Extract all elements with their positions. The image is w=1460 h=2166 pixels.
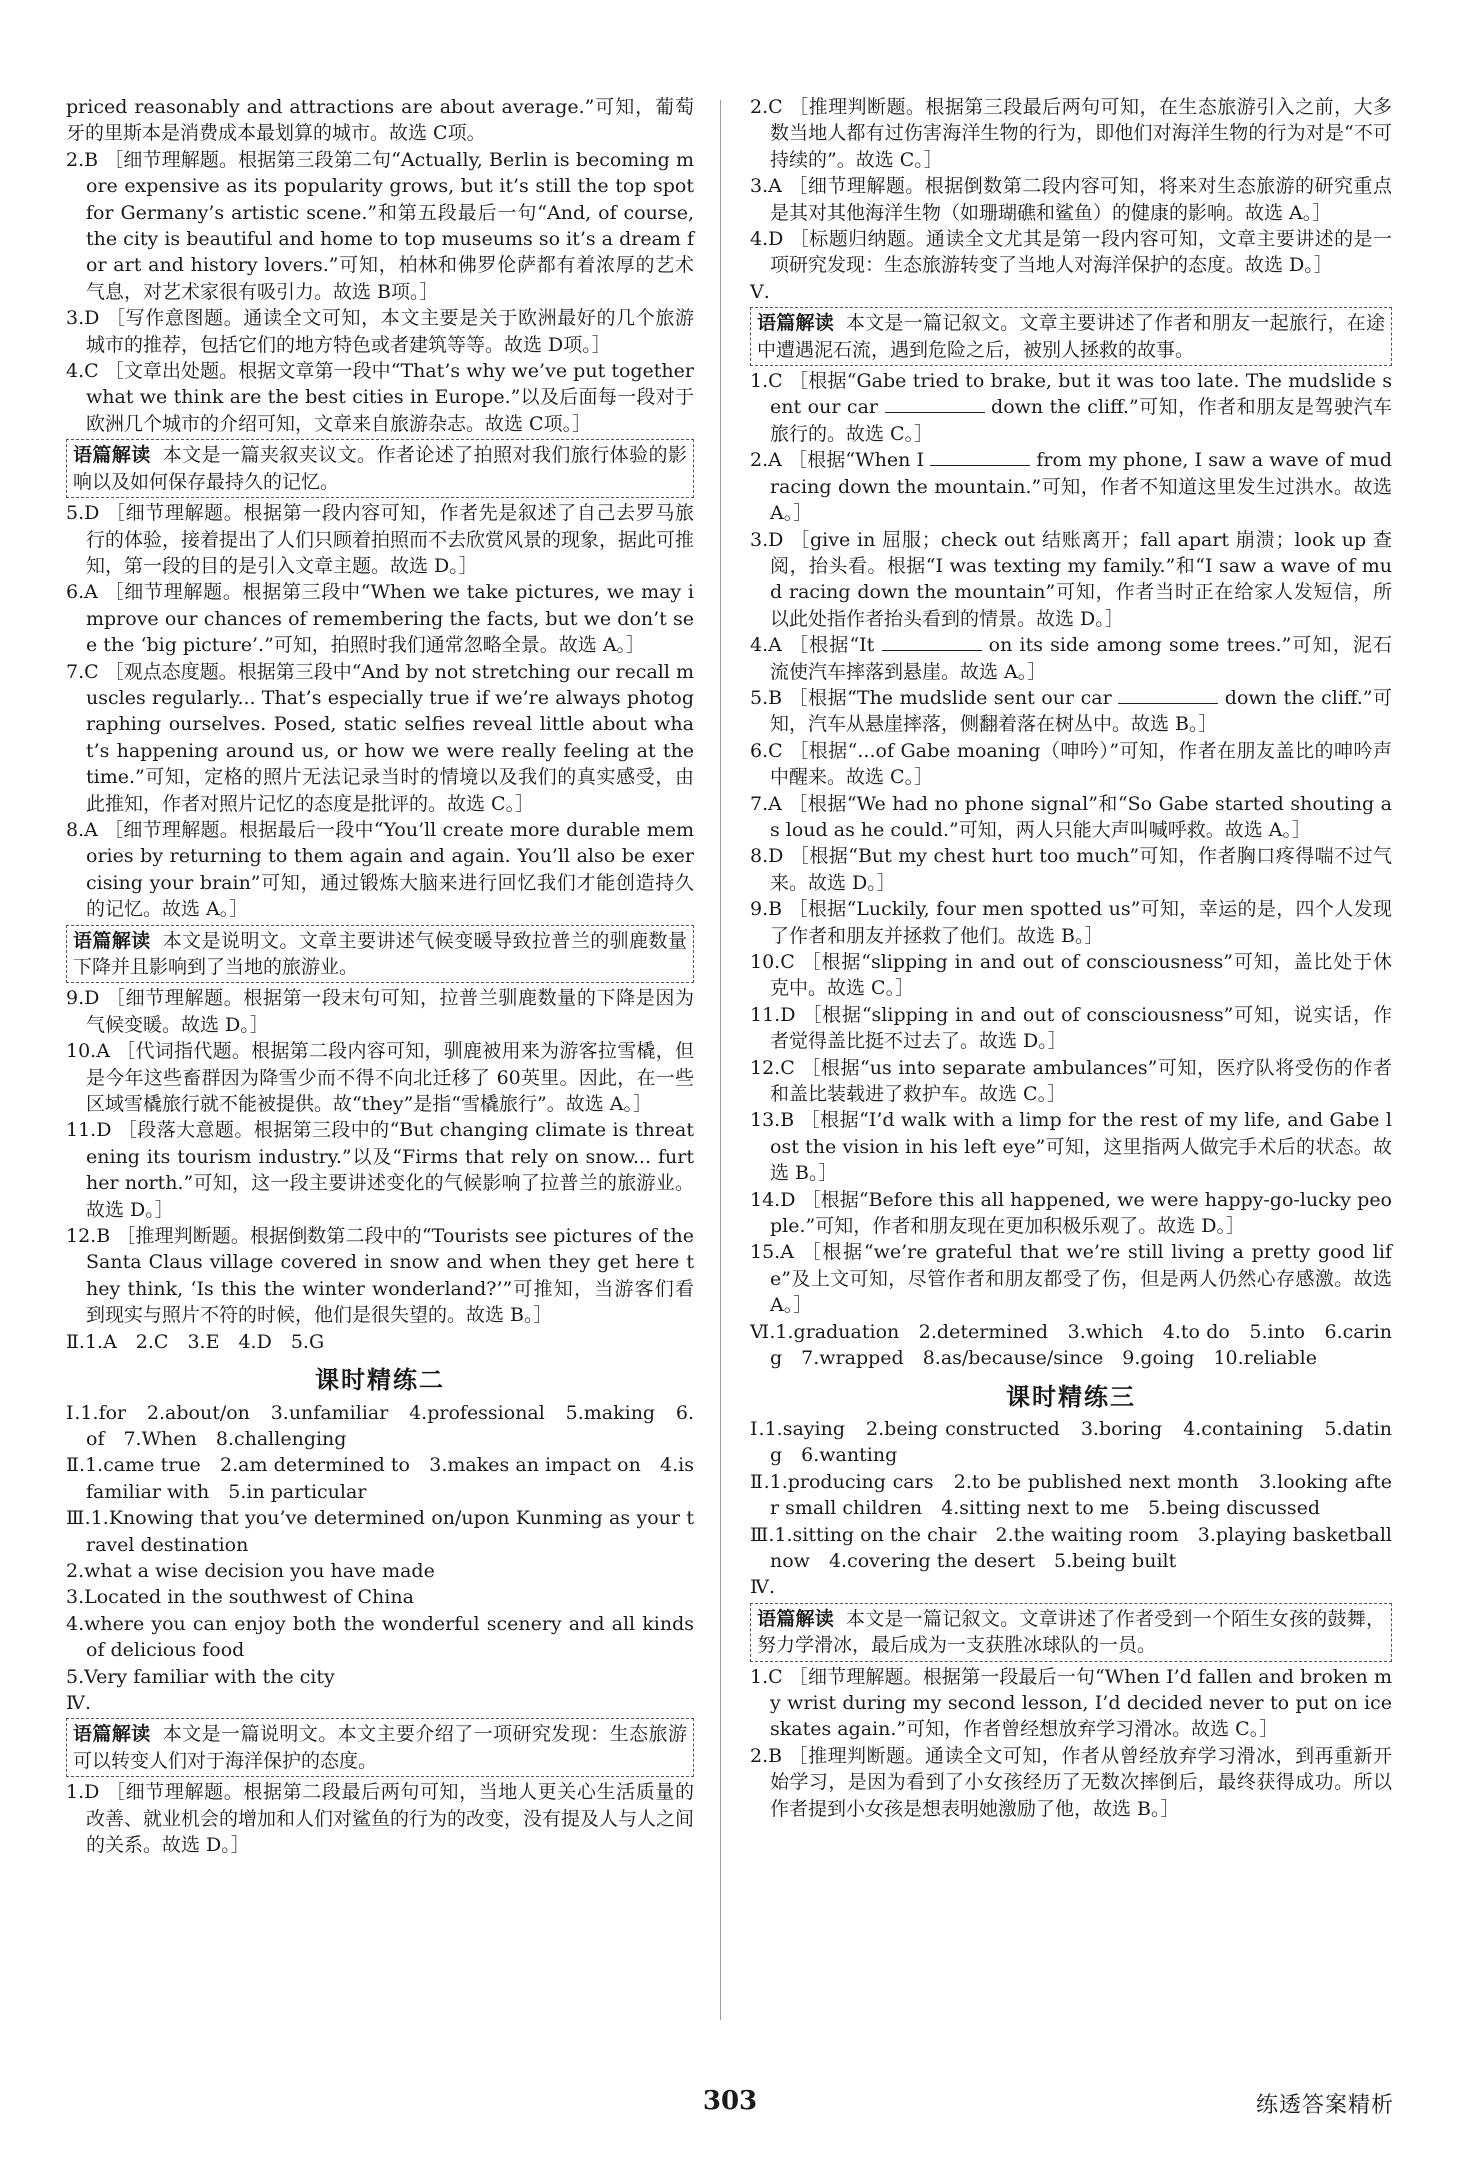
- answer-item: priced reasonably and attractions are about average.”可知，葡萄牙的里斯本是消费成本最划算的城市。故选 C项。: [66, 96, 694, 145]
- passage-summary-box: [66, 925, 694, 984]
- passage-summary-box: [750, 307, 1392, 366]
- answer-item: 4.C ［文章出处题。根据文章第一段中“That’s why we’ve put together what we think are the best cities in Europe.”以及后面每一段对于欧洲几个城市的介绍可知，文章来自旅游杂志。故选 C项。］: [66, 360, 694, 435]
- answer-text-after-blank: on its side among some trees.”可知，泥石流使汽车摔落到悬崖。故选 A。］: [770, 634, 1392, 683]
- answer-item: [750, 632, 1392, 685]
- answer-item: Ⅲ.1.sitting on the chair 2.the waiting room 3.playing basketball now 4.covering the desert 5.being built: [750, 1523, 1392, 1572]
- answer-item: 3.A ［细节理解题。根据倒数第二段内容可知，将来对生态旅游的研究重点是其对其他海洋生物（如珊瑚礁和鲨鱼）的健康的影响。故选 A。］: [750, 175, 1392, 224]
- answer-item: 15.A ［根据“we’re grateful that we’re still living a pretty good life”及上文可知，尽管作者和朋友都受了伤，但是两人仍然心存感激。故选 A。］: [750, 1241, 1392, 1317]
- answer-item: 13.B ［根据“I’d walk with a limp for the rest of my life, and Gabe lost the vision in his left eye”可知，这里指两人做完手术后的状态。故选 B。］: [750, 1109, 1392, 1185]
- answer-item: Ⅴ.: [750, 280, 770, 303]
- answer-item: 7.C ［观点态度题。根据第三段中“And by not stretching our recall muscles regularly... That’s especially true if we’re always photographing ourselves. Posed, static selfies reveal little about what’s happening around us, or how we were really feeling at the time.”可知，定格的照片无法记录当时的情境以及我们的真实感受，由此推知，作者对照片记忆的态度是批评的。故选 C。］: [66, 660, 694, 815]
- answer-text-before-blank: 1.C ［根据“Gabe tried to brake, but it was too late. The mudslide sent our car: [750, 370, 1392, 419]
- answer-item: 5.D ［细节理解题。根据第一段内容可知，作者先是叙述了自己去罗马旅行的体验，接着提出了人们只顾着拍照而不去欣赏风景的现象，据此可推知，第一段的目的是引入文章主题。故选 D。］: [66, 502, 695, 577]
- left-column: [66, 94, 694, 1858]
- passage-summary-box: [750, 1603, 1392, 1662]
- answer-item: 11.D ［根据“slipping in and out of consciousness”可知，说实话，作者觉得盖比挺不过去了。故选 D。］: [750, 1003, 1392, 1053]
- answer-item: [750, 368, 1392, 447]
- answer-item: 9.D ［细节理解题。根据第一段末句可知，拉普兰驯鹿数量的下降是因为气候变暖。故选 D。］: [66, 987, 694, 1036]
- answer-item: 4.where you can enjoy both the wonderful scenery and all kinds of delicious food: [66, 1612, 694, 1662]
- section-title: 课时精练三: [1006, 1382, 1136, 1411]
- answer-item: 2.B ［细节理解题。根据第三段第二句“Actually, Berlin is becoming more expensive as its popularity grows, but it’s still the top spot for Germany’s artistic scene.”和第五段最后一句“And, of course, the city is beautiful and home to top museums so it’s a dream for art and history lovers.”可知，柏林和佛罗伦萨都有着浓厚的艺术气息，对艺术家很有吸引力。故选 B项。］: [66, 148, 694, 303]
- answer-item: 10.C ［根据“slipping in and out of consciousness”可知，盖比处于休克中。故选 C。］: [750, 951, 1392, 1000]
- answer-item: Ⅰ.1.saying 2.being constructed 3.boring 4.containing 5.dating 6.wanting: [750, 1417, 1392, 1467]
- fill-in-blank: [1118, 687, 1218, 704]
- answer-item: Ⅲ.1.Knowing that you’ve determined on/upon Kunming as your travel destination: [66, 1507, 694, 1556]
- answer-item: Ⅳ.: [750, 1576, 776, 1599]
- answer-text-before-blank: 4.A ［根据“It: [750, 634, 875, 657]
- answer-text-before-blank: 5.B ［根据“The mudslide sent our car: [750, 686, 1112, 709]
- answer-item: 2.B ［推理判断题。通读全文可知，作者从曾经放弃学习滑冰，到再重新开始学习，是因为看到了小女孩经历了无数次摔倒后，最终获得成功。所以作者提到小女孩是想表明她激励了他，故选 B。］: [750, 1744, 1392, 1820]
- answer-item: 7.A ［根据“We had no phone signal”和“So Gabe started shouting as loud as he could.”可知，两人只能大声叫喊呼救。故选 A。］: [750, 792, 1392, 841]
- answer-item: [750, 685, 1392, 738]
- answer-item: Ⅰ.1.for 2.about/on 3.unfamiliar 4.professional 5.making 6.of 7.When 8.challenging: [66, 1401, 694, 1450]
- answer-item: Ⅱ.1.came true 2.am determined to 3.makes an impact on 4.is familiar with 5.in particular: [66, 1454, 694, 1503]
- passage-summary-text: 本文是一篇记叙文。文章讲述了作者受到一个陌生女孩的鼓舞，努力学滑冰，最后成为一支获胜冰球队的一员。: [757, 1607, 1385, 1657]
- book-brand: 练透答案精析: [1255, 2093, 1394, 2118]
- answer-item: 11.D ［段落大意题。根据第三段中的“But changing climate is threatening its tourism industry.”以及“Firms that rely on snow... further north.”可知，这一段主要讲述变化的气候影响了拉普兰的旅游业。故选 D。］: [66, 1119, 694, 1221]
- answer-item: 2.C ［推理判断题。根据第三段最后两句可知，在生态旅游引入之前，大多数当地人都有过伤害海洋生物的行为，即他们对海洋生物的行为对是“不可持续的”。故选 C。］: [750, 96, 1392, 171]
- answer-item: 6.C ［根据“...of Gabe moaning（呻吟）”可知，作者在朋友盖比的呻吟声中醒来。故选 C。］: [750, 739, 1392, 789]
- answer-item: 14.D ［根据“Before this all happened, we were happy-go-lucky people.”可知，作者和朋友现在更加积极乐观了。故选 D。］: [750, 1188, 1392, 1238]
- answer-item: 2.what a wise decision you have made: [66, 1559, 435, 1582]
- fill-in-blank: [885, 396, 985, 413]
- answer-item: 8.A ［细节理解题。根据最后一段中“You’ll create more durable memories by returning to them again and again. You’ll also be exercising your brain”可知，通过锻炼大脑来进行回忆我们才能创造持久的记忆。故选 A。］: [66, 818, 694, 921]
- answer-item: Ⅵ.1.graduation 2.determined 3.which 4.to do 5.into 6.caring 7.wrapped 8.as/because/since 9.going 10.reliable: [750, 1320, 1392, 1370]
- passage-summary-label: 语篇解读: [73, 929, 151, 952]
- passage-summary-label: 语篇解读: [757, 1607, 835, 1630]
- column-divider: [720, 100, 721, 2020]
- fill-in-blank: [930, 449, 1030, 466]
- answer-item: 8.D ［根据“But my chest hurt too much”可知，作者胸口疼得喘不过气来。故选 D。］: [750, 845, 1392, 894]
- answer-item: 3.Located in the southwest of China: [66, 1586, 414, 1609]
- answer-item: 12.B ［推理判断题。根据倒数第二段中的“Tourists see pictures of the Santa Claus village covered in snow and when they get here they think, ‘Is this the winter wonderland?’”可推知，当游客们看到现实与照片不符的时候，他们是很失望的。故选 B。］: [66, 1225, 694, 1327]
- passage-summary-box: [66, 439, 694, 498]
- passage-summary-text: 本文是说明文。文章主要讲述气候变暖导致拉普兰的驯鹿数量下降并且影响到了当地的旅游业。: [73, 929, 687, 978]
- passage-summary-box: [66, 1718, 694, 1777]
- passage-summary-text: 本文是一篇夹叙夹议文。作者论述了拍照对我们旅行体验的影响以及如何保存最持久的记忆。: [73, 444, 687, 493]
- answer-item: Ⅱ.1.producing cars 2.to be published next month 3.looking after small children 4.sitting next to me 5.being discussed: [750, 1470, 1392, 1520]
- answer-item: 12.C ［根据“us into separate ambulances”可知，医疗队将受伤的作者和盖比装载进了救护车。故选 C。］: [750, 1056, 1392, 1106]
- answer-text-before-blank: 2.A ［根据“When I: [750, 449, 925, 472]
- answer-item: 6.A ［细节理解题。根据第三段中“When we take pictures, we may improve our chances of remembering the facts, but we don’t see the ‘big picture’.”可知，拍照时我们通常忽略全景。故选 A。］: [66, 581, 694, 657]
- answer-item: 3.D ［写作意图题。通读全文可知，本文主要是关于欧洲最好的几个旅游城市的推荐，包括它们的地方特色或者建筑等等。故选 D项。］: [66, 307, 694, 356]
- right-column: [750, 94, 1392, 1822]
- answer-item: Ⅱ.1.A 2.C 3.E 4.D 5.G: [66, 1330, 325, 1353]
- passage-summary-text: 本文是一篇记叙文。文章主要讲述了作者和朋友一起旅行，在途中遭遇泥石流，遇到危险之后，被别人拯救的故事。: [757, 312, 1385, 361]
- passage-summary-text: 本文是一篇说明文。本文主要介绍了一项研究发现：生态旅游可以转变人们对于海洋保护的态度。: [73, 1723, 687, 1772]
- answer-item: [750, 447, 1392, 526]
- passage-summary-label: 语篇解读: [73, 444, 151, 467]
- answer-item: 10.A ［代词指代题。根据第二段内容可知，驯鹿被用来为游客拉雪橇，但是今年这些畜群因为降雪少而不得不向北迁移了 60英里。因此，在一些区域雪橇旅行就不能被提供。故“they”是指“雪橇旅行”。故选 A。］: [66, 1040, 694, 1116]
- answer-text-after-blank: down the cliff.”可知，汽车从悬崖摔落，侧翻着落在树丛中。故选 B。］: [770, 686, 1392, 736]
- answer-item: 4.D ［标题归纳题。通读全文尤其是第一段内容可知，文章主要讲述的是一项研究发现：生态旅游转变了当地人对海洋保护的态度。故选 D。］: [750, 228, 1392, 277]
- answer-text-after-blank: from my phone, I saw a wave of mud racing down the mountain.”可知，作者不知道这里发生过洪水。故选 A。］: [770, 449, 1392, 525]
- answer-item: 3.D ［give in 屈服；check out 结账离开；fall apart 崩溃；look up 查阅，抬头看。根据“I was texting my family.”和“I saw a wave of mud racing down the mountain”可知，作者当时正在给家人发短信，所以此处指作者抬头看到的情景。故选 D。］: [750, 528, 1392, 630]
- section-title: 课时精练二: [315, 1366, 445, 1395]
- fill-in-blank: [882, 634, 982, 651]
- passage-summary-label: 语篇解读: [73, 1723, 151, 1746]
- passage-summary-label: 语篇解读: [757, 312, 835, 335]
- answer-item: Ⅳ.: [66, 1691, 92, 1714]
- answer-item: 5.Very familiar with the city: [66, 1665, 335, 1688]
- answer-item: 1.D ［细节理解题。根据第二段最后两句可知，当地人更关心生活质量的改善、就业机会的增加和人们对鲨鱼的行为的改变，没有提及人与人之间的关系。故选 D。］: [66, 1781, 695, 1856]
- answer-text-after-blank: down the cliff.”可知，作者和朋友是驾驶汽车旅行的。故选 C。］: [770, 396, 1392, 445]
- answer-item: 1.C ［细节理解题。根据第一段最后一句“When I’d fallen and broken my wrist during my second lesson, I’d decided never to put on ice skates again.”可知，作者曾经想放弃学习滑冰。故选 C。］: [750, 1665, 1392, 1741]
- page-number: 303: [702, 2086, 758, 2116]
- answer-item: 9.B ［根据“Luckily, four men spotted us”可知，幸运的是，四个人发现了作者和朋友并拯救了他们。故选 B。］: [750, 898, 1392, 947]
